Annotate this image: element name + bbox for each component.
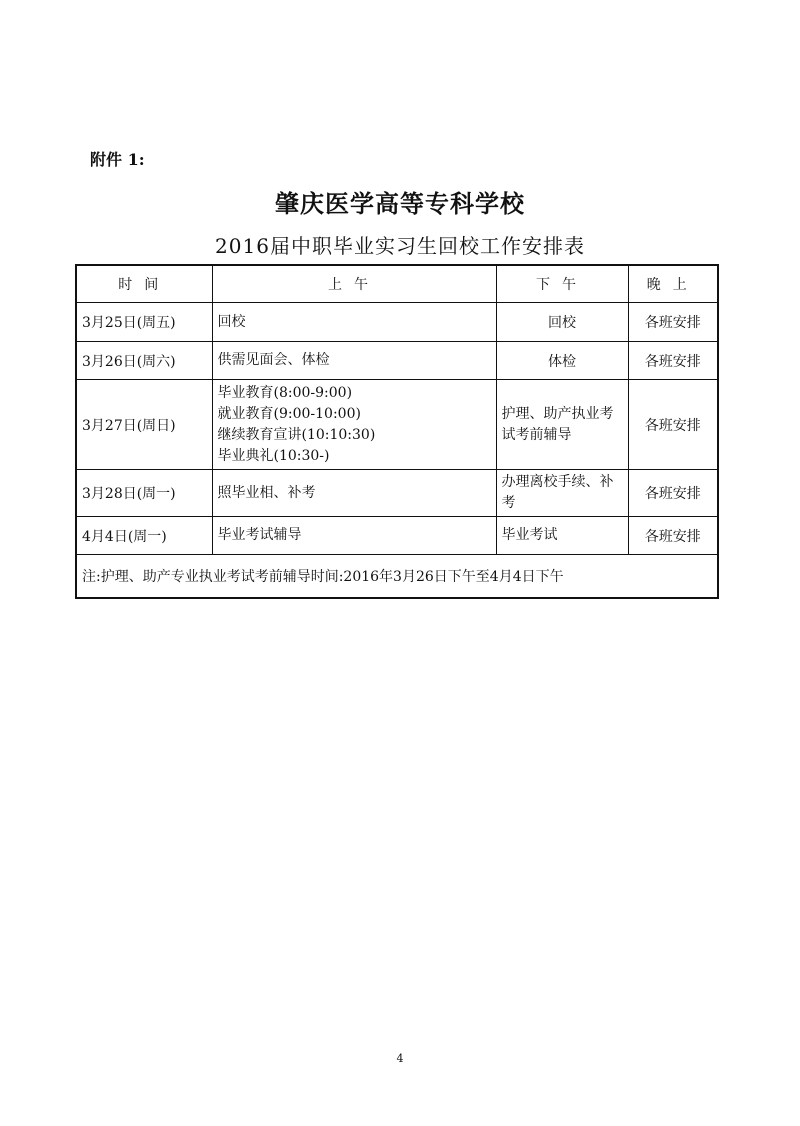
- table-row: [76, 303, 718, 342]
- header-morning: 上午: [212, 265, 496, 303]
- table-row: [76, 470, 718, 517]
- cell-morning: [212, 303, 496, 342]
- cell-morning: [212, 342, 496, 380]
- morning-item: 供需见面会、体检: [217, 352, 330, 368]
- cell-evening: 各班安排: [628, 517, 718, 555]
- header-evening: 晚上: [628, 265, 718, 303]
- cell-afternoon: 护理、助产执业考试考前辅导: [496, 380, 628, 470]
- cell-afternoon: 体检: [496, 342, 628, 380]
- cell-time: 4月4日(周一): [76, 517, 212, 555]
- morning-item: 毕业考试辅导: [217, 527, 302, 543]
- cell-time: 3月27日(周日): [76, 380, 212, 470]
- page-number: 4: [396, 1052, 404, 1065]
- document-title: 肇庆医学高等专科学校: [275, 189, 525, 218]
- cell-evening: 各班安排: [628, 303, 718, 342]
- table-header-row: [76, 265, 718, 303]
- cell-time: 3月25日(周五): [76, 303, 212, 342]
- schedule-table: [75, 264, 719, 599]
- morning-item: 继续教育宣讲(10:10:30): [217, 426, 376, 443]
- cell-evening: 各班安排: [628, 470, 718, 517]
- morning-item: 照毕业相、补考: [217, 484, 316, 501]
- cell-morning: [212, 470, 496, 517]
- cell-time: 3月28日(周一): [76, 470, 212, 517]
- table-note: 注:护理、助产专业执业考试考前辅导时间:2016年3月26日下午至4月4日下午: [76, 555, 718, 599]
- header-afternoon: 下午: [496, 265, 628, 303]
- cell-afternoon: 回校: [496, 303, 628, 342]
- cell-time: 3月26日(周六): [76, 342, 212, 380]
- morning-item: 就业教育(9:00-10:00): [217, 405, 361, 422]
- attachment-label: 附件 1:: [90, 150, 145, 169]
- table-row: [76, 342, 718, 380]
- table-row: [76, 380, 718, 470]
- cell-morning: [212, 380, 496, 470]
- header-time: 时间: [76, 265, 212, 303]
- cell-afternoon: 办理离校手续、补考: [496, 470, 628, 517]
- cell-morning: [212, 517, 496, 555]
- cell-afternoon: 毕业考试: [496, 517, 628, 555]
- cell-evening: 各班安排: [628, 380, 718, 470]
- document-subtitle: 2016届中职毕业实习生回校工作安排表: [215, 234, 585, 258]
- morning-item: 毕业教育(8:00-9:00): [217, 384, 353, 401]
- morning-item: 回校: [217, 313, 246, 330]
- cell-evening: 各班安排: [628, 342, 718, 380]
- table-row: [76, 517, 718, 555]
- table-note-row: [76, 555, 718, 599]
- morning-item: 毕业典礼(10:30-): [217, 447, 330, 464]
